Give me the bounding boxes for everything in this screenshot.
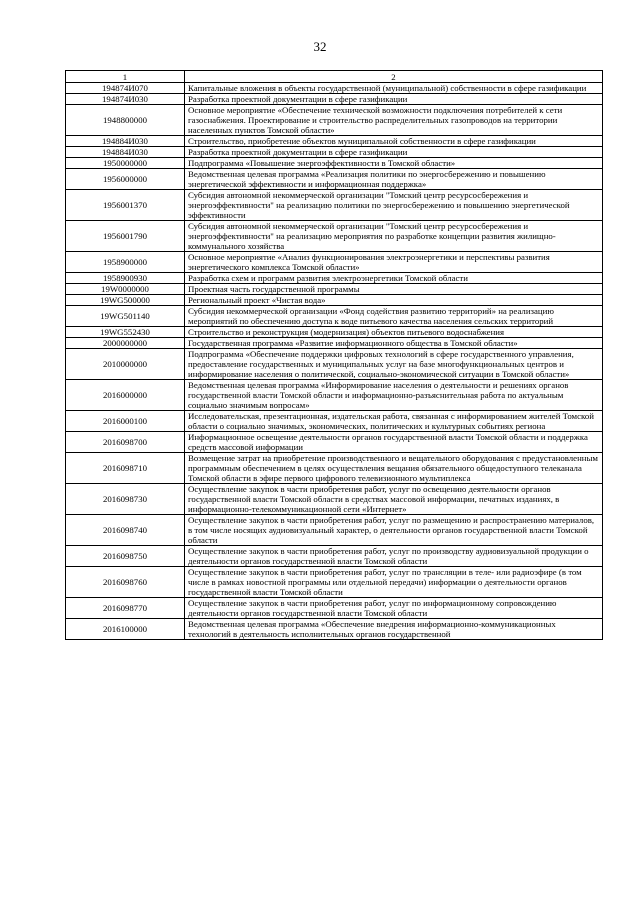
target-item-name: Субсидия некоммерческой организации «Фонд содействия развитию территорий» на реализацию мероприятий по обеспечению доступа к воде питьевого качества населения сельских территорий [185, 306, 603, 327]
target-item-name: Осуществление закупок в части приобретения работ, услуг по размещению и распространению материалов, в том числе носящих аудиовизуальный характер, о деятельности органов государственной власти Томской области [185, 515, 603, 546]
target-item-name: Осуществление закупок в части приобретения работ, услуг по производству аудиовизуальной продукции о деятельности органов государственной власти Томской области [185, 546, 603, 567]
table-row [66, 169, 603, 190]
budget-classification-table [65, 70, 603, 640]
table-row [66, 147, 603, 158]
table-row [66, 349, 603, 380]
target-item-code: 2016100000 [66, 619, 185, 640]
target-item-code: 194874И070 [66, 83, 185, 94]
column-header-code: 1 [66, 71, 185, 83]
target-item-code: 194884И030 [66, 136, 185, 147]
target-item-name: Строительство, приобретение объектов муниципальной собственности в сфере газификации [185, 136, 603, 147]
target-item-code: 2016098710 [66, 453, 185, 484]
target-item-name: Строительство и реконструкция (модернизация) объектов питьевого водоснабжения [185, 327, 603, 338]
table-row [66, 432, 603, 453]
table-row [66, 136, 603, 147]
target-item-name: Исследовательская, презентационная, издательская работа, связанная с информированием жителей Томской области о социально значимых, экономических, политических и культурных событиях региона [185, 411, 603, 432]
target-item-name: Разработка проектной документации в сфере газификации [185, 147, 603, 158]
target-item-name: Разработка проектной документации в сфере газификации [185, 94, 603, 105]
target-item-name: Основное мероприятие «Анализ функционирования электроэнергетики и перспективы развития энергетического комплекса Томской области» [185, 252, 603, 273]
table-row [66, 94, 603, 105]
target-item-code: 19W0000000 [66, 284, 185, 295]
target-item-name: Осуществление закупок в части приобретения работ, услуг по освещению деятельности органов государственной власти Томской области в средствах массовой информации, печатных изданиях, в информационно-телекоммуникационной сети «Интернет» [185, 484, 603, 515]
target-item-name: Подпрограмма «Повышение энергоэффективности в Томской области» [185, 158, 603, 169]
target-item-name: Осуществление закупок в части приобретения работ, услуг по информационному сопровождению деятельности органов государственной власти Томской области [185, 598, 603, 619]
target-item-name: Капитальные вложения в объекты государственной (муниципальной) собственности в сфере газификации [185, 83, 603, 94]
target-item-name: Разработка схем и программ развития электроэнергетики Томской области [185, 273, 603, 284]
table-row [66, 83, 603, 94]
target-item-name: Ведомственная целевая программа «Реализация политики по энергосбережению и повышению энергетической эффективности и информационная поддержка» [185, 169, 603, 190]
target-item-code: 2016098750 [66, 546, 185, 567]
table-row [66, 295, 603, 306]
target-item-code: 1956000000 [66, 169, 185, 190]
target-item-name: Субсидия автономной некоммерческой организации "Томский центр ресурсосбережения и энергоэффективности" на реализацию политики по энергосбережению и повышению энергетической эффективности [185, 190, 603, 221]
table-row [66, 380, 603, 411]
target-item-name: Проектная часть государственной программы [185, 284, 603, 295]
table-row [66, 273, 603, 284]
column-header-name: 2 [185, 71, 603, 83]
table-row [66, 306, 603, 327]
target-item-name: Основное мероприятие «Обеспечение технической возможности подключения потребителей к сети газоснабжения. Проектирование и строительство распределительных газопроводов на территории населенных пунктов Томской области» [185, 105, 603, 136]
table-row [66, 158, 603, 169]
target-item-code: 2016098770 [66, 598, 185, 619]
target-item-code: 19WG500000 [66, 295, 185, 306]
target-item-code: 2016000000 [66, 380, 185, 411]
target-item-code: 2016098740 [66, 515, 185, 546]
target-item-code: 1948800000 [66, 105, 185, 136]
table-row [66, 567, 603, 598]
target-item-code: 19WG501140 [66, 306, 185, 327]
target-item-code: 2016098760 [66, 567, 185, 598]
table-row [66, 515, 603, 546]
table-row [66, 411, 603, 432]
target-item-code: 194874И030 [66, 94, 185, 105]
target-item-name: Ведомственная целевая программа «Обеспечение внедрения информационно-коммуникационных технологий в деятельность исполнительных органов государственной [185, 619, 603, 640]
table-row [66, 252, 603, 273]
target-item-code: 1956001370 [66, 190, 185, 221]
table-row [66, 338, 603, 349]
target-item-name: Ведомственная целевая программа «Информирование населения о деятельности и решениях органов государственной власти Томской области и информационно-разъяснительная работа по актуальным социально значимым вопросам» [185, 380, 603, 411]
table-row [66, 221, 603, 252]
target-item-code: 2016000100 [66, 411, 185, 432]
target-item-code: 194884И030 [66, 147, 185, 158]
table-row [66, 453, 603, 484]
target-item-code: 1950000000 [66, 158, 185, 169]
target-item-code: 2010000000 [66, 349, 185, 380]
table-row [66, 190, 603, 221]
target-item-name: Подпрограмма «Обеспечение поддержки цифровых технологий в сфере государственного управления, предоставление государственных и муниципальных услуг на базе многофункциональных центров и информирование населения о политической, социально-экономической ситуации в Томской области» [185, 349, 603, 380]
table-row [66, 484, 603, 515]
target-item-name: Государственная программа «Развитие информационного общества в Томской области» [185, 338, 603, 349]
target-item-name: Региональный проект «Чистая вода» [185, 295, 603, 306]
target-item-code: 2000000000 [66, 338, 185, 349]
table-row [66, 598, 603, 619]
table-row [66, 327, 603, 338]
target-item-code: 1958900930 [66, 273, 185, 284]
target-item-name: Осуществление закупок в части приобретения работ, услуг по трансляции в теле- или радиоэфире (в том числе в рамках новостной программы или отдельной передачи) информации о деятельности органов государственной власти Томской области [185, 567, 603, 598]
target-item-code: 2016098730 [66, 484, 185, 515]
page-number: 32 [313, 39, 327, 54]
target-item-code: 19WG552430 [66, 327, 185, 338]
table-header-row [66, 71, 603, 83]
target-item-code: 1958900000 [66, 252, 185, 273]
target-item-name: Возмещение затрат на приобретение производственного и вещательного оборудования с предустановленным программным обеспечением в целях осуществления вещания обязательного общедоступного телеканала Томской области в эфире первого цифрового телевизионного мультиплекса [185, 453, 603, 484]
target-item-name: Информационное освещение деятельности органов государственной власти Томской области и поддержка средств массовой информации [185, 432, 603, 453]
table-row [66, 284, 603, 295]
table-body [66, 83, 603, 640]
table-row [66, 546, 603, 567]
target-item-code: 2016098700 [66, 432, 185, 453]
target-item-name: Субсидия автономной некоммерческой организации "Томский центр ресурсосбережения и энергоэффективности" на реализацию мероприятия по разработке концепции развития жилищно-коммунального хозяйства [185, 221, 603, 252]
table-row [66, 619, 603, 640]
target-item-code: 1956001790 [66, 221, 185, 252]
table-row [66, 105, 603, 136]
